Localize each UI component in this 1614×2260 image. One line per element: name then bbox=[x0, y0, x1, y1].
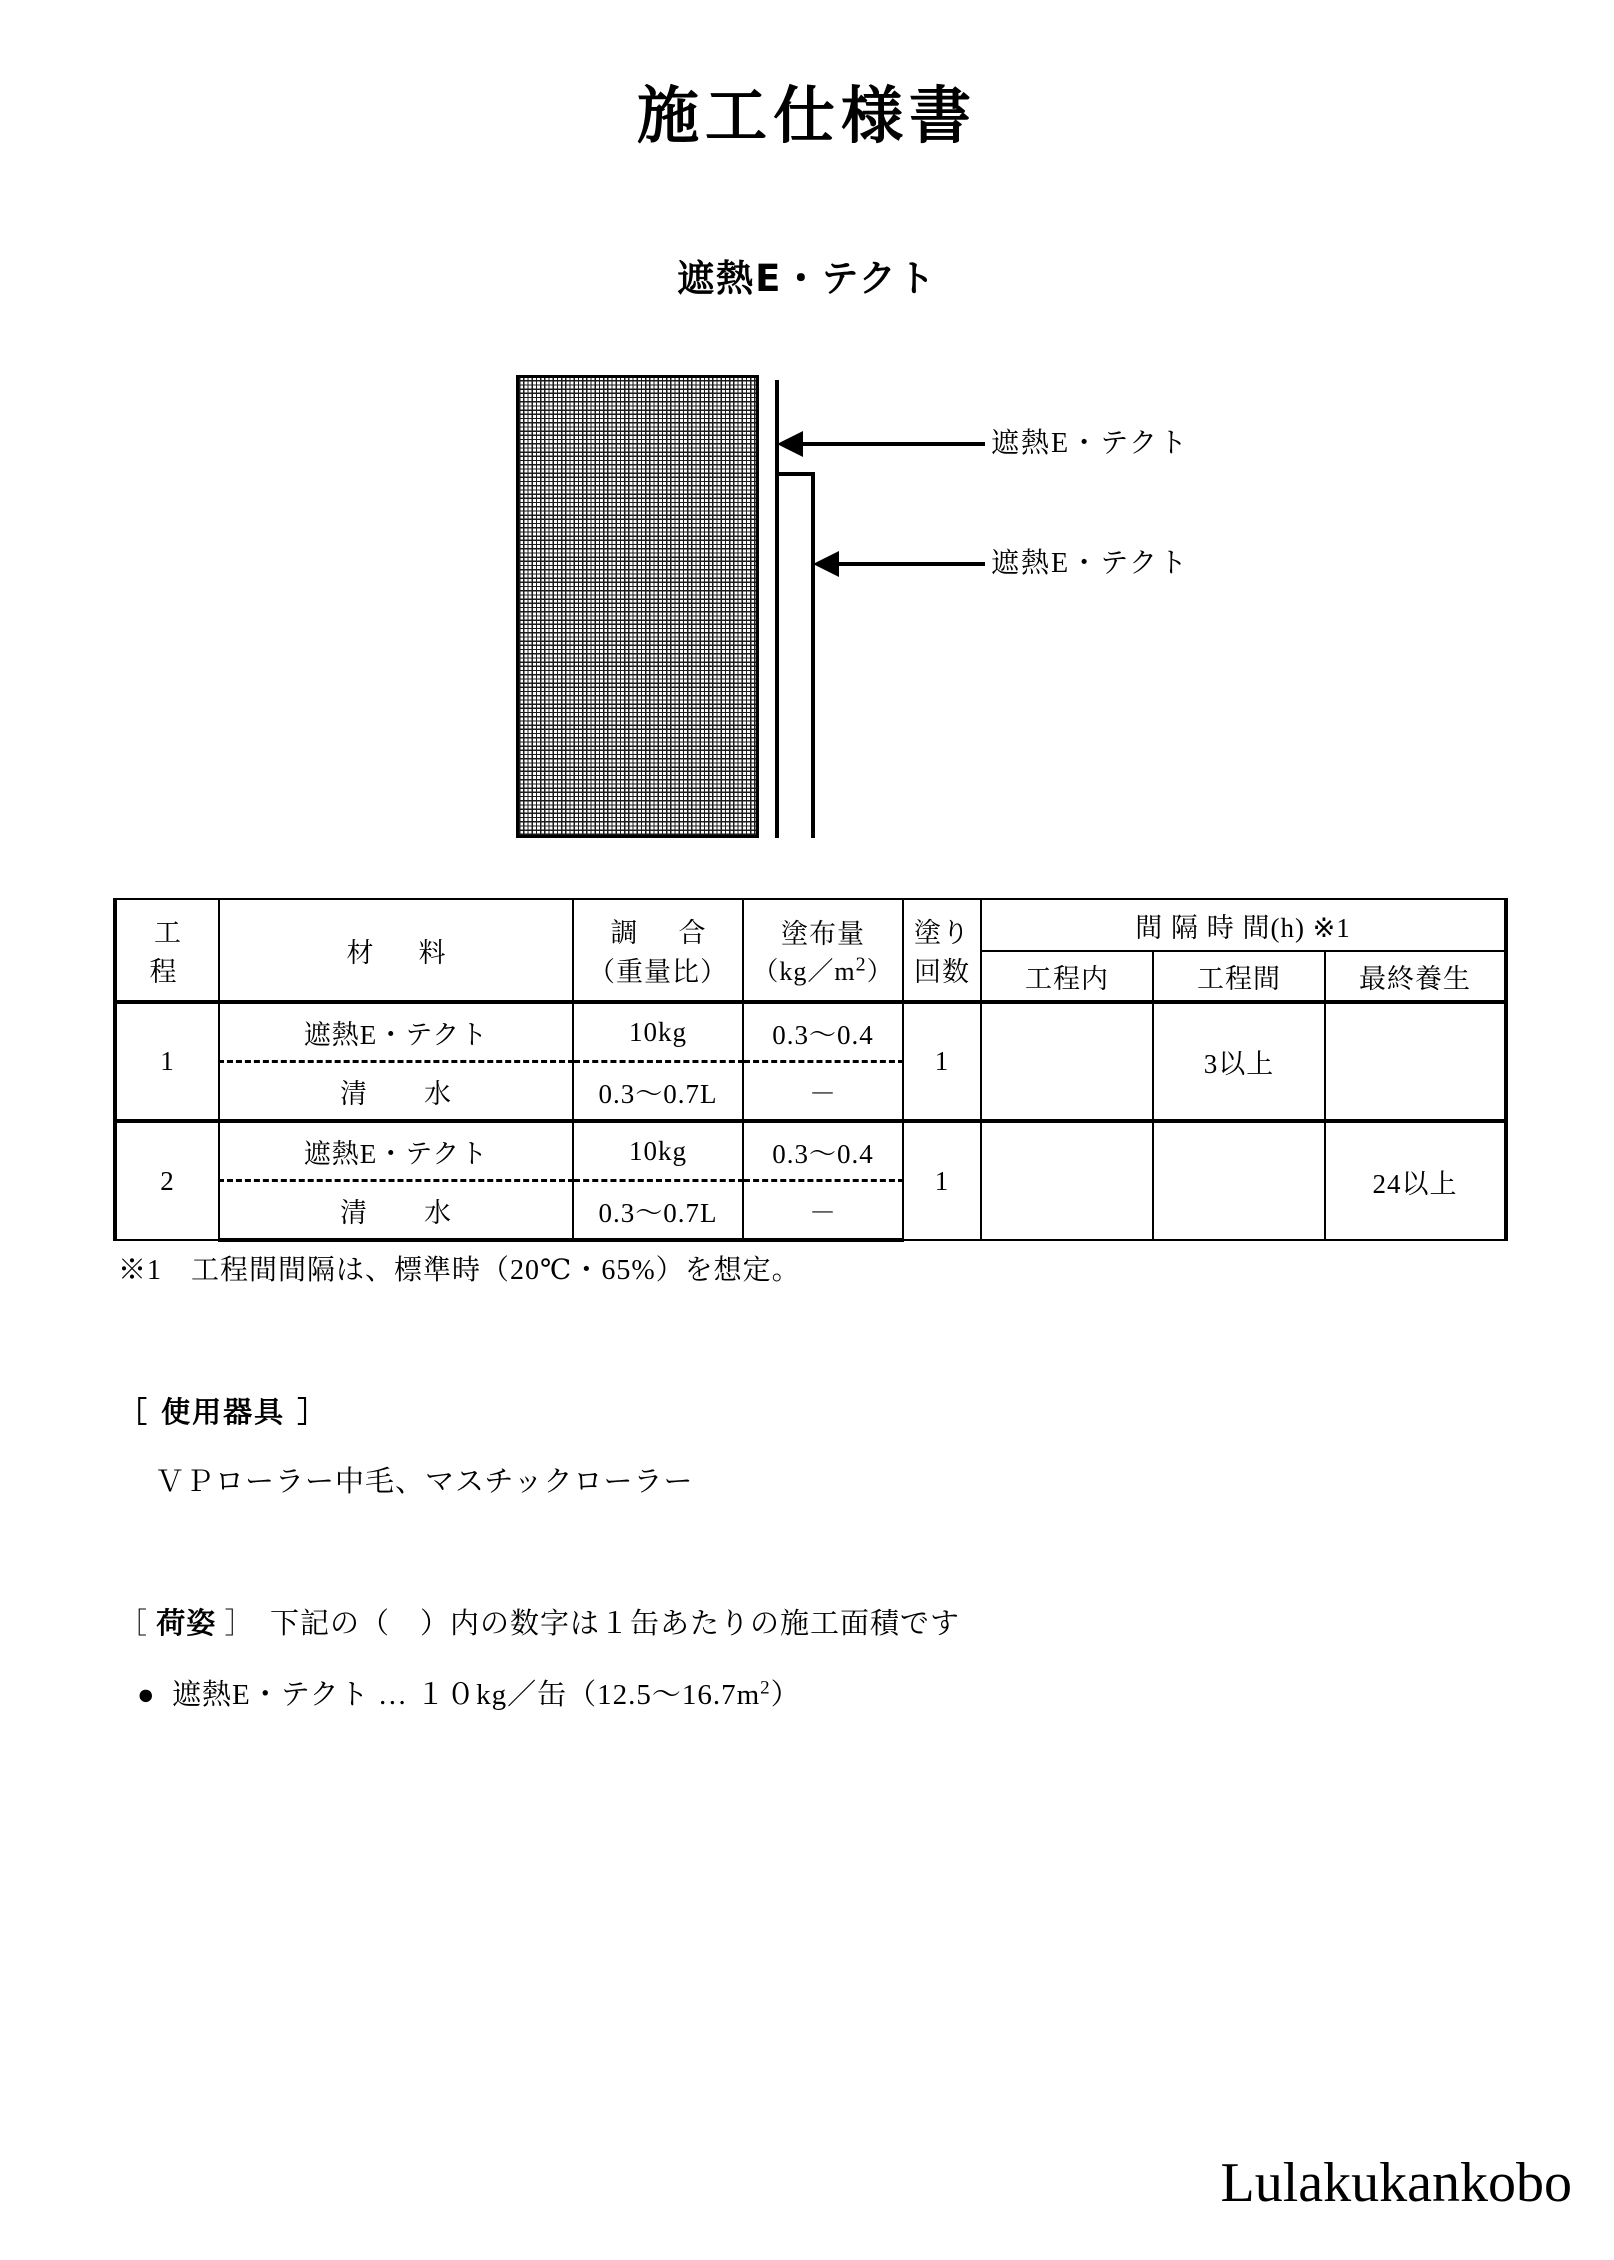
arrow-shaft bbox=[801, 442, 985, 446]
header-coverage-unit: $(kg/m^2)$ bbox=[752, 953, 894, 986]
substrate-hatched-block bbox=[516, 375, 759, 838]
packaging-heading-note: 下記の（ ）内の数字は１缶あたりの施工面積です bbox=[240, 1608, 961, 1640]
packaging-bracket-open: ［ bbox=[118, 1608, 157, 1640]
callout-label-first-coat: 遮熱E・テクト bbox=[991, 428, 1189, 459]
cell-mix-1a: 10kg bbox=[573, 1002, 743, 1062]
header-coats: 塗り 回数 bbox=[903, 899, 981, 1002]
footnote-1: ※1 工程間間隔は、標準時（20℃・65%）を想定。 bbox=[118, 1255, 801, 1286]
cell-final-cure-1 bbox=[1325, 1002, 1506, 1121]
header-coverage: 塗布量 $(kg/m^2)$ bbox=[743, 899, 903, 1002]
cell-mix-2b: 0.3～0.7L bbox=[573, 1181, 743, 1241]
header-material: 材 料 bbox=[219, 899, 573, 1002]
cell-coverage-2a: 0.3～0.4 bbox=[743, 1121, 903, 1181]
header-mix-ratio: 調 合 （重量比） bbox=[573, 899, 743, 1002]
header-interval-within: 工程内 bbox=[981, 951, 1153, 1002]
arrow-head-icon bbox=[813, 551, 839, 577]
product-subtitle: 遮熱E・テクト bbox=[677, 257, 937, 300]
second-coat-cap-line bbox=[775, 472, 815, 476]
cell-process-2: 2 bbox=[115, 1121, 219, 1240]
cell-material-1a: 遮熱E・テクト bbox=[219, 1002, 573, 1062]
cell-mix-2a: 10kg bbox=[573, 1121, 743, 1181]
page-title: 施工仕様書 bbox=[636, 79, 977, 152]
header-final-cure: 最終養生 bbox=[1325, 951, 1506, 1002]
packaging-heading-label: 荷姿 bbox=[156, 1606, 217, 1640]
table-row bbox=[115, 1002, 1506, 1062]
table-row bbox=[115, 1121, 1506, 1181]
cell-interval-between-1: 3以上 bbox=[1153, 1002, 1325, 1121]
packaging-item-superscript: 2 bbox=[760, 1677, 771, 1699]
header-interval-group: 間 隔 時 間(h) ※1 bbox=[981, 899, 1506, 951]
tools-section-heading: ［ 使用器具 ］ bbox=[118, 1395, 329, 1429]
packaging-bracket-close: ］ bbox=[216, 1608, 241, 1640]
cell-interval-within-2 bbox=[981, 1121, 1153, 1240]
cell-material-2a: 遮熱E・テクト bbox=[219, 1121, 573, 1181]
cell-mix-1b: 0.3～0.7L bbox=[573, 1062, 743, 1122]
cell-material-1b: 清 水 bbox=[219, 1062, 573, 1122]
callout-label-second-coat: 遮熱E・テクト bbox=[991, 548, 1189, 579]
packaging-section-heading bbox=[118, 1601, 960, 1642]
cell-material-2b: 清 水 bbox=[219, 1181, 573, 1241]
cell-interval-between-2 bbox=[1153, 1121, 1325, 1240]
packaging-item-text: 遮熱E・テクト … １０kg／缶（12.5～16.7m bbox=[172, 1679, 761, 1711]
cell-coats-1: 1 bbox=[903, 1002, 981, 1121]
cell-final-cure-2: 24以上 bbox=[1325, 1121, 1506, 1240]
arrow-head-icon bbox=[777, 431, 803, 457]
footer-brand: Lulakukankobo bbox=[1220, 2152, 1572, 2214]
cell-interval-within-1 bbox=[981, 1002, 1153, 1121]
packaging-item-text-end: ） bbox=[770, 1679, 801, 1711]
bullet-icon: ● bbox=[137, 1679, 156, 1711]
cell-coverage-1a: 0.3～0.4 bbox=[743, 1002, 903, 1062]
tools-section-text: ＶＰローラー中毛、マスチックローラー bbox=[155, 1466, 694, 1498]
header-interval-between: 工程間 bbox=[1153, 951, 1325, 1002]
arrow-shaft bbox=[837, 562, 985, 566]
cell-coats-2: 1 bbox=[903, 1121, 981, 1240]
specification-table bbox=[113, 898, 1508, 1242]
cell-process-1: 1 bbox=[115, 1002, 219, 1121]
header-process: 工 程 bbox=[115, 899, 219, 1002]
cell-coverage-1b: － bbox=[743, 1062, 903, 1122]
second-coat-boundary-line bbox=[811, 472, 815, 838]
cell-coverage-2b: － bbox=[743, 1181, 903, 1241]
packaging-item-line bbox=[137, 1672, 801, 1713]
coating-layer-diagram bbox=[0, 360, 1614, 840]
